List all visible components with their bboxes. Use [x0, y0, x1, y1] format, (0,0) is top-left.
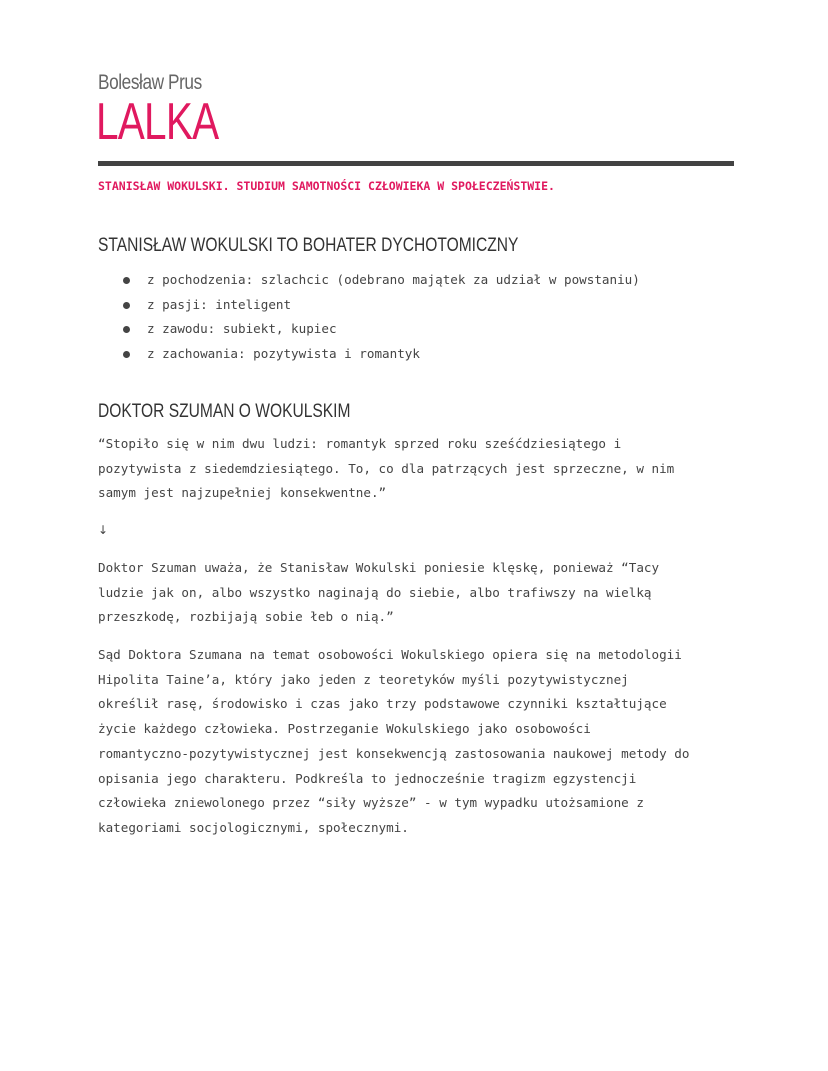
text-line: Doktor Szuman uważa, że Stanisław Wokulski poniesie klęskę, ponieważ “Tacy	[98, 560, 660, 575]
bullet-icon	[123, 302, 130, 309]
text-line: samym jest najzupełniej konsekwentne.”	[98, 485, 387, 501]
list-item-text: z pasji: inteligent	[147, 296, 292, 312]
text-line: określił rasę, środowisko i czas jako trzy podstawowe czynniki kształtujące	[98, 696, 667, 712]
bullet-icon	[123, 351, 130, 358]
text-line: opisania jego charakteru. Podkreśla to jednocześnie tragizm egzystencji	[98, 770, 637, 786]
text-line: człowieka zniewolonego przez “siły wyższe” - w tym wypadku utożsamione z	[98, 795, 644, 811]
bullet-icon	[123, 326, 130, 333]
text-line: Sąd Doktora Szumana na temat osobowości Wokulskiego opiera się na metodologii	[98, 647, 682, 662]
list-item	[98, 317, 640, 342]
list-item	[98, 342, 640, 367]
text-line: życie każdego człowieka. Postrzeganie Wokulskiego jako osobowości	[98, 721, 591, 737]
text-line: pozytywista z siedemdziesiątego. To, co dla patrzących jest sprzeczne, w nim	[98, 460, 675, 476]
traits-list	[98, 268, 640, 366]
list-item-text: z pochodzenia: szlachcic (odebrano majątek za udział w powstaniu)	[147, 272, 640, 287]
paragraph-kleska	[98, 556, 738, 630]
list-item	[98, 293, 640, 318]
section-heading-dychotomiczny: STANISŁAW WOKULSKI TO BOHATER DYCHOTOMICZNY	[98, 235, 519, 256]
text-line: romantyczno-pozytywistycznej jest konsekwencją zastosowania naukowej metody do	[98, 745, 690, 761]
section-heading-szuman: DOKTOR SZUMAN O WOKULSKIM	[98, 401, 351, 422]
arrow-down-icon: ↓	[98, 523, 109, 537]
title-divider	[98, 161, 734, 166]
bullet-icon	[123, 277, 130, 284]
list-item	[98, 268, 640, 293]
text-line: kategoriami socjologicznymi, społecznymi.	[98, 819, 409, 835]
author-name: Bolesław Prus	[98, 71, 202, 94]
list-item-text: z zawodu: subiekt, kupiec	[147, 321, 337, 336]
list-item-text: z zachowania: pozytywista i romantyk	[147, 345, 420, 361]
text-line: ludzie jak on, albo wszystko naginają do siebie, albo trafiwszy na wielką	[98, 584, 652, 600]
text-line: przeszkodę, rozbijają sobie łeb o nią.”	[98, 609, 394, 625]
paragraph-taine	[98, 643, 738, 841]
szuman-quote	[98, 432, 738, 506]
page-subtitle: STANISŁAW WOKULSKI. STUDIUM SAMOTNOŚCI CZŁOWIEKA W SPOŁECZEŃSTWIE.	[98, 179, 555, 193]
text-line: Hipolita Taine’a, który jako jeden z teoretyków myśli pozytywistycznej	[98, 671, 629, 687]
page-title: LALKA	[96, 93, 219, 151]
text-line: “Stopiło się w nim dwu ludzi: romantyk sprzed roku sześćdziesiątego i	[98, 436, 622, 451]
